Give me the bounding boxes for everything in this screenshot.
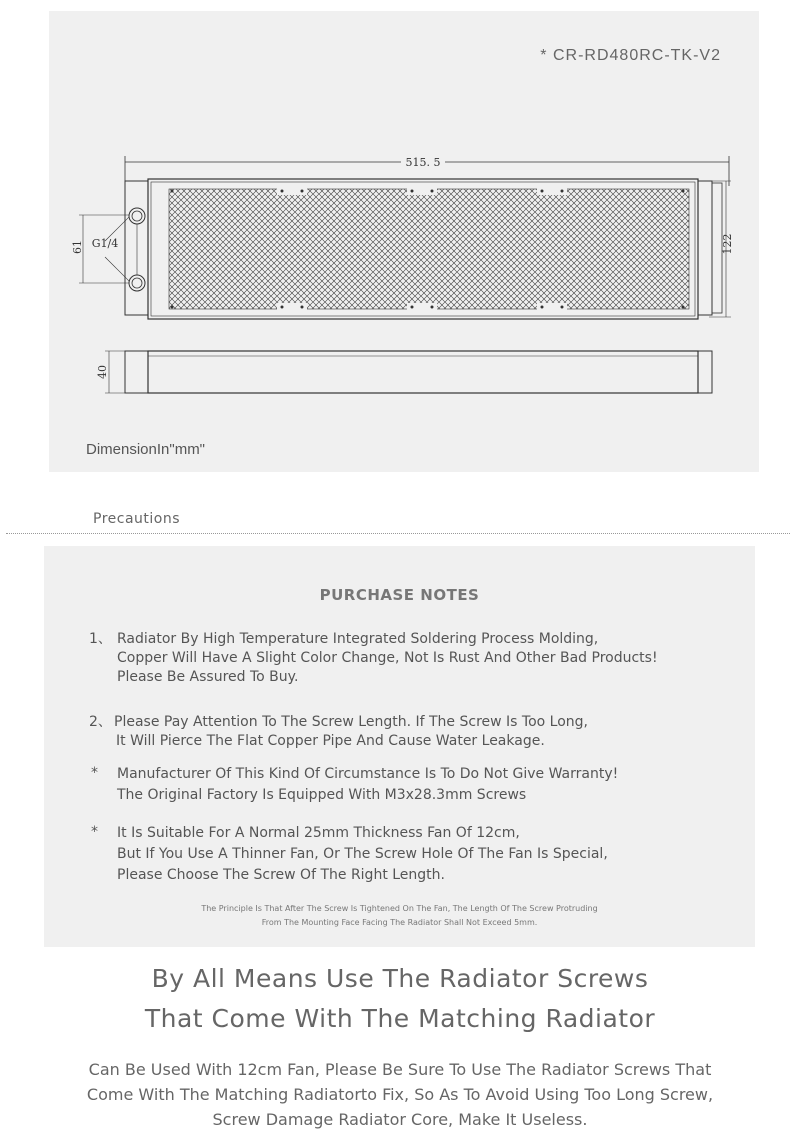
thickness-value: 40 [96, 365, 109, 379]
unit-note: DimensionIn"mm" [86, 441, 206, 458]
radiator-top-view [125, 179, 722, 319]
screw-warning-body [0, 1057, 800, 1132]
port-thread-label: G1/4 [91, 237, 119, 250]
note-line: Manufacturer Of This Kind Of Circumstance Is To Do Not Give Warranty! [117, 766, 619, 782]
divider [6, 533, 790, 534]
fine-print-line: From The Mounting Face Facing The Radiator Shall Not Exceed 5mm. [261, 918, 538, 927]
note-line: Please Choose The Screw Of The Right Length. [117, 867, 445, 883]
note-line: But If You Use A Thinner Fan, Or The Screw Hole Of The Fan Is Special, [117, 846, 608, 862]
precautions-heading: Precautions [93, 511, 181, 527]
note-line: Copper Will Have A Slight Color Change, Not Is Rust And Other Bad Products! [117, 650, 658, 666]
note-item [89, 713, 588, 751]
note-item [91, 823, 608, 886]
note-line: Please Pay Attention To The Screw Length. If The Screw Is Too Long, [114, 714, 588, 730]
note-item [91, 764, 618, 806]
note-marker: 1、 [89, 631, 112, 647]
note-line: The Original Factory Is Equipped With M3x28.3mm Screws [117, 787, 527, 803]
body-line: Can Be Used With 12cm Fan, Please Be Sure To Use The Radiator Screws That [88, 1060, 712, 1079]
purchase-notes-panel [44, 546, 755, 947]
note-marker: * [91, 824, 98, 840]
note-line: Radiator By High Temperature Integrated Soldering Process Molding, [117, 631, 599, 647]
body-line: Come With The Matching Radiatorto Fix, So As To Avoid Using Too Long Screw, [86, 1085, 714, 1104]
note-marker: * [91, 765, 98, 781]
length-dimension [125, 154, 729, 186]
purchase-notes-title: PURCHASE NOTES [319, 586, 480, 604]
radiator-side-view [96, 351, 712, 393]
note-marker: 2、 [89, 714, 112, 730]
screw-warning-heading [0, 959, 800, 1039]
height-dimension [709, 181, 734, 317]
body-line: Screw Damage Radiator Core, Make It Useless. [212, 1110, 588, 1129]
note-item [89, 630, 658, 687]
length-value: 515. 5 [405, 156, 441, 169]
height-value: 122 [721, 233, 734, 255]
note-line: It Is Suitable For A Normal 25mm Thickness Fan Of 12cm, [117, 825, 520, 841]
note-line: It Will Pierce The Flat Copper Pipe And Cause Water Leakage. [116, 733, 545, 749]
heading-line: By All Means Use The Radiator Screws [151, 964, 649, 993]
fine-print-line: The Principle Is That After The Screw Is Tightened On The Fan, The Length Of The Screw Protruding [201, 904, 598, 913]
model-label: * CR-RD480RC-TK-V2 [540, 47, 721, 64]
port-spacing-value: 61 [71, 240, 84, 254]
port-spacing-dimension [71, 215, 129, 283]
radiator-drawing [49, 11, 759, 472]
fine-print [44, 902, 755, 930]
note-line: Please Be Assured To Buy. [117, 669, 299, 685]
drawing-panel [49, 11, 759, 472]
heading-line: That Come With The Matching Radiator [144, 1004, 656, 1033]
